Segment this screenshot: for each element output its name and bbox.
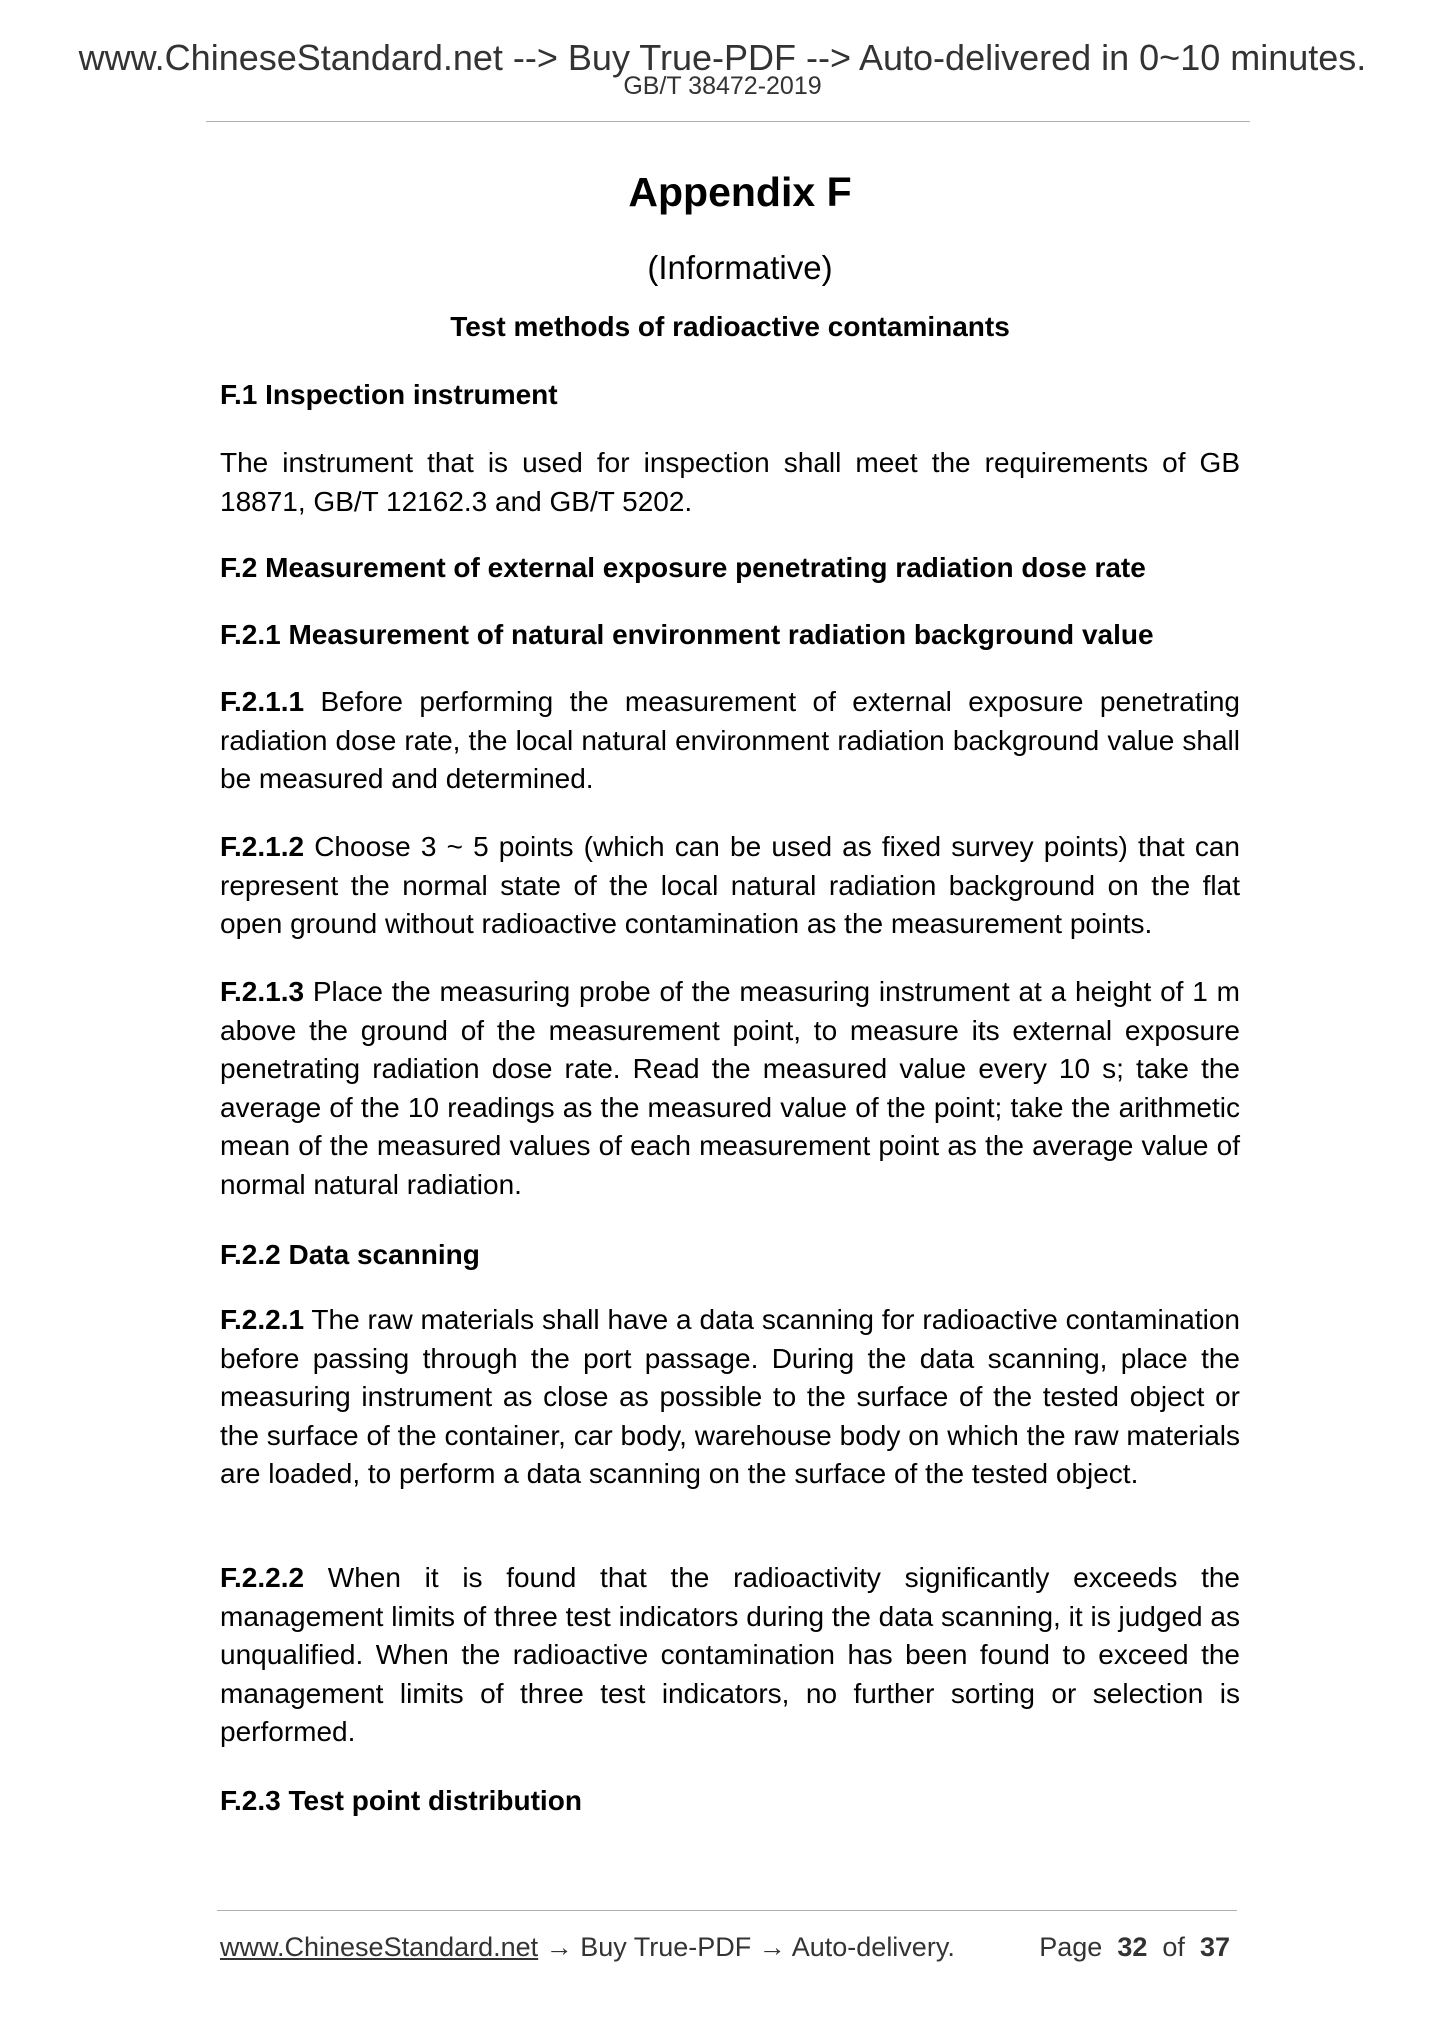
footer-site-link[interactable]: www.ChineseStandard.net [220, 1932, 539, 1962]
page-label: Page [1039, 1932, 1103, 1962]
section-heading-f22: F.2.2 Data scanning [220, 1239, 480, 1270]
paragraph-f212 [220, 828, 1240, 944]
clause-number: F.2.2.2 [220, 1562, 305, 1593]
clause-text: The raw materials shall have a data scanning for radioactive contamination before passing through the port passage. During the data scanning, place the measuring instrument as close as possible to the surface of the tested object or the surface of the container, car body, warehouse body on which the raw materials are loaded, to perform a data scanning on the surface of the tested object. [220, 1304, 1240, 1489]
section-heading-f1: F.1 Inspection instrument [220, 379, 558, 410]
page-indicator [1039, 1930, 1230, 1964]
section-heading-f2: F.2 Measurement of external exposure penetrating radiation dose rate [220, 552, 1146, 583]
paragraph-f211 [220, 683, 1240, 799]
appendix-subtitle: Test methods of radioactive contaminants [450, 311, 1010, 342]
standard-number: GB/T 38472-2019 [623, 72, 822, 100]
header-divider [206, 121, 1250, 122]
footer-divider [217, 1910, 1237, 1911]
appendix-type: (Informative) [647, 249, 833, 286]
paragraph-f213 [220, 973, 1240, 1204]
top-banner[interactable]: www.ChineseStandard.net --> Buy True-PDF --> Auto-delivered in 0~10 minutes. [78, 37, 1367, 78]
appendix-title: Appendix F [628, 169, 852, 215]
clause-number: F.2.1.3 [220, 976, 305, 1007]
clause-number: F.2.2.1 [220, 1304, 305, 1335]
clause-text: Before performing the measurement of external exposure penetrating radiation dose rate, the local natural environment radiation background value shall be measured and determined. [220, 686, 1240, 794]
footer-promo [220, 1930, 955, 1964]
clause-number: F.2.1.2 [220, 831, 305, 862]
clause-text: Place the measuring probe of the measuring instrument at a height of 1 m above the ground of the measurement point, to measure its external exposure penetrating radiation dose rate. Read the measured value every 10 s; take the average of the 10 readings as the measured value of the point; take the arithmetic mean of the measured values of each measurement point as the average value of normal natural radiation. [220, 976, 1240, 1200]
paragraph-f1: The instrument that is used for inspection shall meet the requirements of GB 18871, GB/T 12162.3 and GB/T 5202. [220, 447, 1240, 517]
clause-number: F.2.1.1 [220, 686, 305, 717]
page-total: 37 [1199, 1932, 1230, 1962]
clause-text: When it is found that the radioactivity significantly exceeds the management limits of three test indicators during the data scanning, it is judged as unqualified. When the radioactive contamination has been found to exceed the management limits of three test indicators, no further sorting or selection is performed. [220, 1562, 1240, 1747]
page-current: 32 [1117, 1932, 1148, 1962]
footer-promo-text: → Buy True-PDF → Auto-delivery. [538, 1932, 955, 1962]
paragraph-f221 [220, 1301, 1240, 1494]
clause-text: Choose 3 ~ 5 points (which can be used as fixed survey points) that can represent the normal state of the local natural radiation background on the flat open ground without radioactive contamination as the measurement points. [220, 831, 1240, 939]
paragraph-f222 [220, 1559, 1240, 1752]
section-heading-f23: F.2.3 Test point distribution [220, 1785, 582, 1816]
page-of-label: of [1162, 1932, 1185, 1962]
section-heading-f21: F.2.1 Measurement of natural environment radiation background value [220, 619, 1154, 650]
